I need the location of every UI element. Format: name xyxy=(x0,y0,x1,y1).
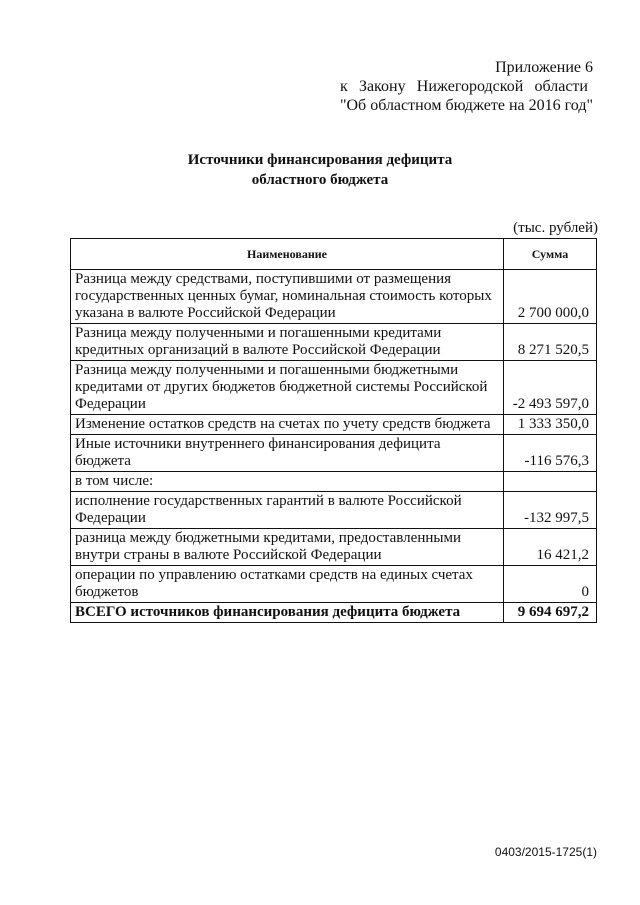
row-name: Иные источники внутреннего финансирования дефицита бюджета xyxy=(71,435,504,472)
total-amount: 9 694 697,2 xyxy=(504,603,597,623)
row-name: Разница между средствами, поступившими от размещения государственных ценных бумаг, номинальная стоимость которых указана в валюте Российской Федерации xyxy=(71,270,504,324)
document-title xyxy=(0,150,640,190)
document-registration-code: 0403/2015-1725(1) xyxy=(494,845,597,859)
row-amount: 2 700 000,0 xyxy=(504,270,597,324)
table-row xyxy=(71,435,597,472)
appendix-header xyxy=(340,58,593,115)
row-amount: -2 493 597,0 xyxy=(504,361,597,415)
row-amount: 1 333 350,0 xyxy=(504,415,597,435)
row-amount: 16 421,2 xyxy=(504,529,597,566)
column-header-amount: Сумма xyxy=(504,239,597,270)
document-title-line2: областного бюджета xyxy=(251,172,389,188)
column-header-name: Наименование xyxy=(71,239,504,270)
units-note: (тыс. рублей) xyxy=(513,220,598,236)
appendix-number: Приложение 6 xyxy=(495,59,593,76)
row-amount: -132 997,5 xyxy=(504,492,597,529)
appendix-law-title: "Об областном бюджете на 2016 год" xyxy=(339,97,593,114)
table-row xyxy=(71,472,597,492)
law-word: к xyxy=(339,78,348,95)
row-amount: 0 xyxy=(504,566,597,603)
table-header-row xyxy=(71,239,597,270)
row-name: разница между бюджетными кредитами, предоставленными внутри страны в валюте Российской Федерации xyxy=(71,529,504,566)
appendix-law-reference xyxy=(340,77,588,96)
row-amount: -116 576,3 xyxy=(504,435,597,472)
table-total-row xyxy=(71,603,597,623)
law-word: Нижегородской xyxy=(416,78,524,95)
table-row xyxy=(71,324,597,361)
table-row xyxy=(71,566,597,603)
row-name: в том числе: xyxy=(71,472,504,492)
law-word: Закону xyxy=(358,78,406,95)
financing-sources-table xyxy=(70,238,597,623)
row-name: операции по управлению остатками средств на единых счетах бюджетов xyxy=(71,566,504,603)
row-amount: 8 271 520,5 xyxy=(504,324,597,361)
row-name: исполнение государственных гарантий в валюте Российской Федерации xyxy=(71,492,504,529)
table-row xyxy=(71,529,597,566)
row-name: Разница между полученными и погашенными бюджетными кредитами от других бюджетов бюджетной системы Российской Федерации xyxy=(71,361,504,415)
law-word: области xyxy=(534,78,588,95)
table-row xyxy=(71,492,597,529)
document-title-line1: Источники финансирования дефицита xyxy=(187,152,453,168)
row-amount xyxy=(504,472,597,492)
table-row xyxy=(71,270,597,324)
table-row xyxy=(71,415,597,435)
table-row xyxy=(71,361,597,415)
total-name: ВСЕГО источников финансирования дефицита бюджета xyxy=(71,603,504,623)
row-name: Изменение остатков средств на счетах по учету средств бюджета xyxy=(71,415,504,435)
row-name: Разница между полученными и погашенными кредитами кредитных организаций в валюте Российской Федерации xyxy=(71,324,504,361)
